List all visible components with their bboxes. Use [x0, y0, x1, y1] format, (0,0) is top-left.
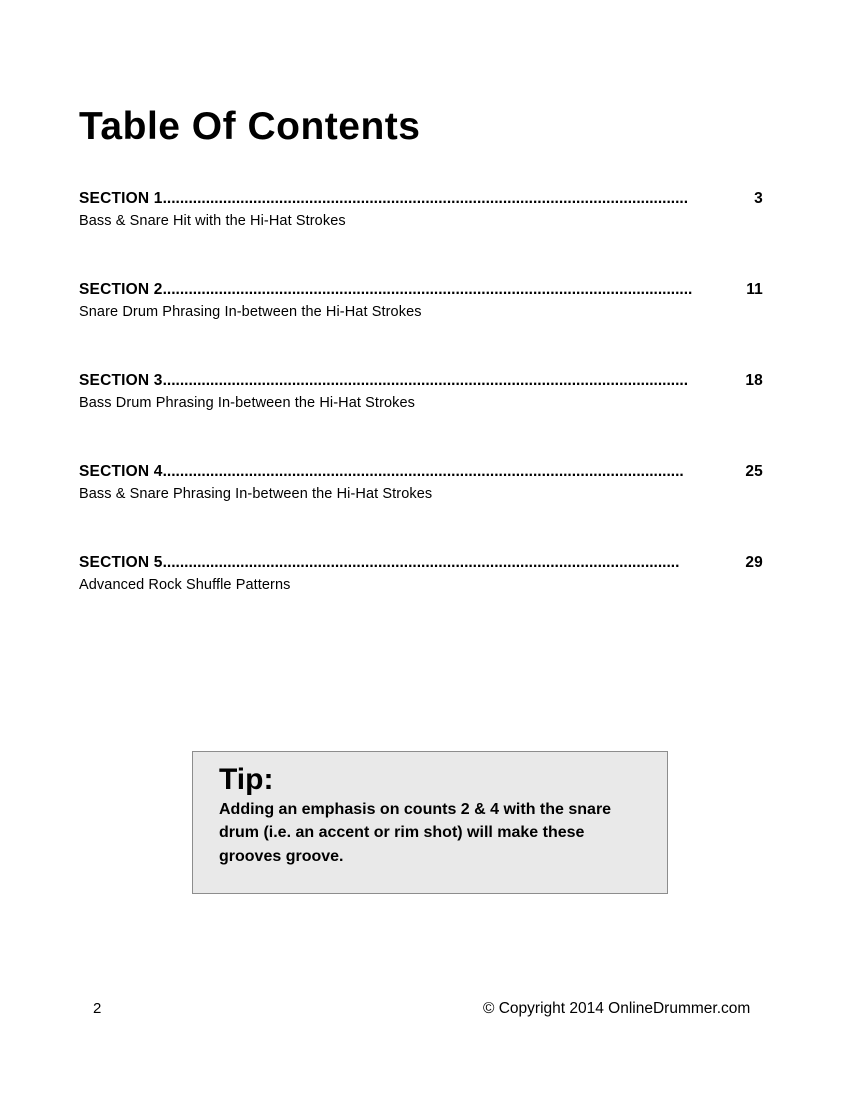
toc-leader-dots: ..........................................................................................................................: [162, 190, 689, 207]
tip-callout-box: [192, 751, 668, 894]
toc-entry-line: [79, 281, 763, 299]
toc-entry-label: SECTION 3: [79, 372, 163, 389]
toc-leader-dots: ........................................................................................................................: [162, 554, 680, 571]
toc-entry-page-number: 29: [745, 554, 763, 571]
toc-entry-label: SECTION 2: [79, 281, 163, 298]
toc-leader-dots: ...........................................................................................................................: [162, 281, 693, 298]
toc-entry-subtitle: Bass & Snare Hit with the Hi-Hat Strokes: [79, 213, 346, 229]
toc-entry-line: [79, 463, 763, 481]
toc-entry-subtitle: Snare Drum Phrasing In-between the Hi-Hat Strokes: [79, 304, 422, 320]
toc-entry-line: [79, 372, 763, 390]
toc-entry-label: SECTION 1: [79, 190, 163, 207]
toc-entry-section-3[interactable]: [79, 372, 763, 411]
toc-entry-line: [79, 190, 763, 208]
toc-entry-page-number: 18: [745, 372, 763, 389]
tip-body-text: Adding an emphasis on counts 2 & 4 with the snare drum (i.e. an accent or rim shot) will make these grooves groove.: [219, 800, 612, 865]
toc-leader-dots: .........................................................................................................................: [162, 463, 684, 480]
toc-entry-section-2[interactable]: [79, 281, 763, 320]
page-title: Table Of Contents: [79, 105, 421, 149]
toc-entry-label: SECTION 5: [79, 554, 163, 571]
toc-entry-section-1[interactable]: [79, 190, 763, 229]
toc-entry-subtitle: Bass & Snare Phrasing In-between the Hi-Hat Strokes: [79, 486, 433, 502]
toc-entry-section-4[interactable]: [79, 463, 763, 502]
toc-leader-dots: ..........................................................................................................................: [162, 372, 689, 389]
toc-entry-page-number: 25: [745, 463, 763, 480]
toc-entry-section-5[interactable]: [79, 554, 763, 593]
toc-entry-subtitle: Bass Drum Phrasing In-between the Hi-Hat Strokes: [79, 395, 416, 411]
toc-entry-subtitle: Advanced Rock Shuffle Patterns: [79, 577, 291, 593]
footer-copyright: © Copyright 2014 OnlineDrummer.com: [483, 1000, 751, 1017]
table-of-contents: [79, 190, 763, 645]
toc-entry-page-number: 3: [754, 190, 763, 207]
footer-page-number: 2: [93, 1000, 102, 1017]
toc-entry-page-number: 11: [746, 281, 763, 298]
toc-entry-line: [79, 554, 763, 572]
tip-heading: Tip:: [219, 763, 274, 796]
toc-entry-label: SECTION 4: [79, 463, 163, 480]
